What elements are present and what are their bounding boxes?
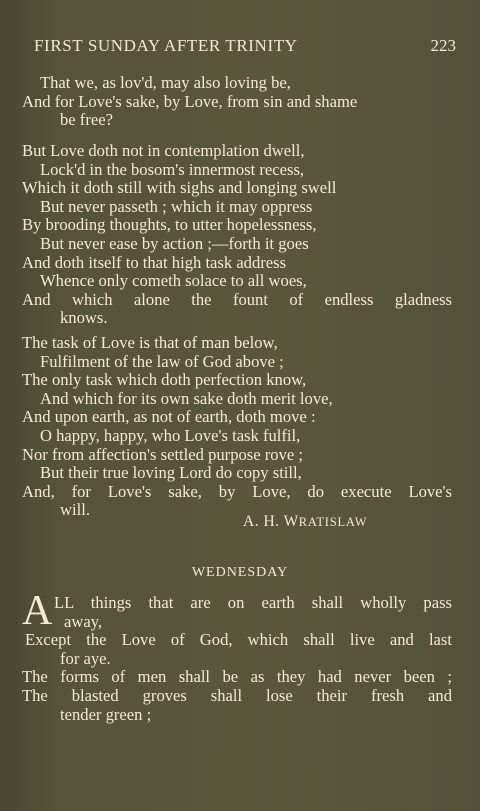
poem-line: That we, as lov'd, may also loving be, (40, 73, 291, 92)
stanza-1 (22, 74, 452, 130)
poem-line: for aye. (60, 648, 111, 668)
poem-line: Nor from affection's settled purpose rove ; (22, 444, 304, 464)
poem-line: knows. (60, 308, 108, 328)
stanza-2 (22, 142, 452, 328)
poem-line: Which it doth still with sighs and longing swell (22, 178, 337, 198)
drop-cap: A (22, 588, 53, 634)
poem-line: And for Love's sake, by Love, from sin and shame (22, 91, 358, 111)
poem-line: be free? (60, 110, 113, 130)
poem-line: And which for its own sake doth merit love, (40, 388, 333, 408)
poem-line: The task of Love is that of man below, (22, 333, 278, 352)
poem-line: Fulfilment of the law of God above ; (40, 351, 284, 371)
poem-line: Whence only cometh solace to all woes, (40, 271, 307, 291)
poem-line: But never passeth ; which it may oppress (40, 196, 313, 216)
poem-line: And which alone the fount of endless gladness (22, 289, 452, 309)
poem-line: And upon earth, as not of earth, doth move : (22, 407, 316, 427)
wednesday-poem (22, 594, 452, 724)
poem-line: The blasted groves shall lose their fresh and (22, 685, 452, 705)
poem-line: And doth itself to that high task address (22, 252, 287, 272)
poem-line: Lock'd in the bosom's innermost recess, (40, 159, 305, 179)
poem-line: The forms of men shall be as they had never been ; (22, 667, 452, 687)
poem-line: And, for Love's sake, by Love, do execute Love's (22, 481, 452, 501)
poem-line: O happy, happy, who Love's task fulfil, (40, 425, 301, 445)
page-header (24, 36, 456, 58)
stanza-3 (22, 334, 452, 520)
poem-author (243, 513, 367, 531)
poem-line: will. (60, 500, 90, 520)
poem-line: But never ease by action ;—forth it goes (40, 233, 309, 253)
poem-line: By brooding thoughts, to utter hopelessness, (22, 215, 317, 235)
poem-line: But their true loving Lord do copy still, (40, 463, 302, 483)
page-number: 223 (430, 36, 456, 55)
poem-line: But Love doth not in contemplation dwell, (22, 141, 305, 160)
poem-line: tender green ; (60, 704, 152, 724)
running-head: FIRST SUNDAY AFTER TRINITY (34, 36, 298, 55)
poem-line: Except the Love of God, which shall live and last (25, 630, 452, 650)
poem-line: away, (64, 611, 103, 631)
poem-line: LL things that are on earth shall wholly pass (54, 593, 452, 612)
poem-line: The only task which doth perfection know, (22, 370, 307, 390)
section-title: WEDNESDAY (191, 565, 289, 580)
author-surname: RATISLAW (298, 515, 368, 529)
author-initials: A. H. W (243, 513, 299, 530)
